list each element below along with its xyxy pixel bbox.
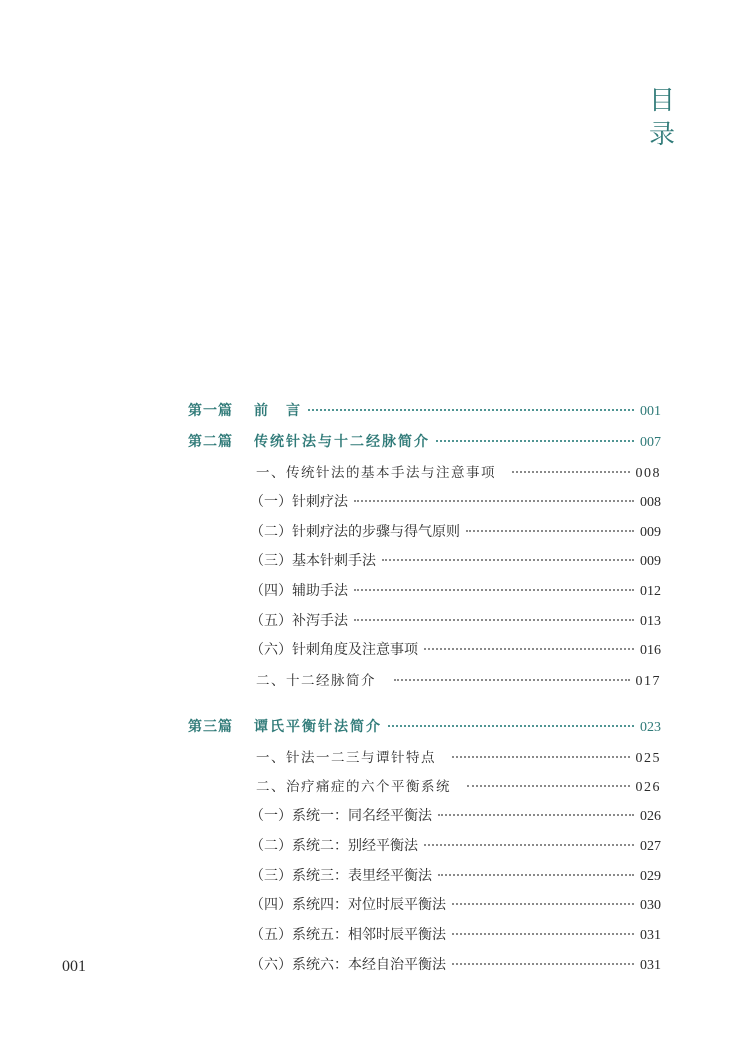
toc-leader-dots bbox=[424, 648, 634, 650]
toc-entry-title: （四）系统四：对位时辰平衡法 bbox=[250, 897, 446, 913]
toc-page-number: 031 bbox=[640, 958, 661, 973]
toc-leader-dots bbox=[438, 874, 634, 876]
toc-entry-title: 前 言 bbox=[254, 403, 302, 419]
toc-subsection-entry[interactable] bbox=[250, 550, 661, 572]
toc-page-number: 023 bbox=[640, 720, 661, 735]
toc-entry-title: （一）系统一：同名经平衡法 bbox=[250, 808, 432, 824]
toc-section-entry[interactable] bbox=[256, 669, 661, 691]
toc-entry-title: （一）针刺疗法 bbox=[250, 494, 348, 510]
toc-page-number: 017 bbox=[635, 674, 661, 689]
page-title bbox=[646, 84, 678, 152]
toc-leader-dots bbox=[308, 409, 634, 411]
toc-leader-dots bbox=[466, 530, 634, 532]
toc-page-number: 012 bbox=[640, 584, 661, 599]
toc-entry-title: 一、传统针法的基本手法与注意事项 bbox=[256, 465, 496, 481]
toc-leader-dots bbox=[467, 785, 630, 787]
toc-subsection-entry[interactable] bbox=[250, 865, 661, 887]
toc-part-entry[interactable] bbox=[188, 400, 661, 422]
toc-page-number: 026 bbox=[640, 809, 661, 824]
toc-subsection-entry[interactable] bbox=[250, 580, 661, 602]
toc-section-entry[interactable] bbox=[256, 775, 661, 797]
toc-page-number: 026 bbox=[635, 780, 661, 795]
toc-page-number: 025 bbox=[635, 751, 661, 766]
toc-entry-title: （二）系统二：别经平衡法 bbox=[250, 838, 418, 854]
toc-entry-title: （三）基本针刺手法 bbox=[250, 553, 376, 569]
toc-leader-dots bbox=[354, 589, 634, 591]
toc-subsection-entry[interactable] bbox=[250, 491, 661, 513]
toc-section-entry[interactable] bbox=[256, 461, 661, 483]
toc-subsection-entry[interactable] bbox=[250, 805, 661, 827]
toc-entry-title: 谭氏平衡针法简介 bbox=[254, 719, 382, 735]
toc-subsection-entry[interactable] bbox=[250, 639, 661, 661]
toc-subsection-entry[interactable] bbox=[250, 835, 661, 857]
toc-entry-title: （六）针刺角度及注意事项 bbox=[250, 642, 418, 658]
toc-subsection-entry[interactable] bbox=[250, 894, 661, 916]
toc-entry-title: （四）辅助手法 bbox=[250, 583, 348, 599]
toc-entry-title: （五）补泻手法 bbox=[250, 613, 348, 629]
toc-page-number: 029 bbox=[640, 869, 661, 884]
toc-part-entry[interactable] bbox=[188, 431, 661, 453]
toc-page-number: 008 bbox=[635, 466, 661, 481]
toc-subsection-entry[interactable] bbox=[250, 610, 661, 632]
toc-entry-title: （二）针刺疗法的步骤与得气原则 bbox=[250, 524, 460, 540]
toc-entry-title: （六）系统六：本经自治平衡法 bbox=[250, 957, 446, 973]
toc-entry-title: 二、治疗痛症的六个平衡系统 bbox=[256, 779, 451, 795]
toc-page-number: 008 bbox=[640, 495, 661, 510]
toc-subsection-entry[interactable] bbox=[250, 954, 661, 976]
toc-part-number: 第三篇 bbox=[188, 719, 233, 735]
toc-entry-title: （五）系统五：相邻时辰平衡法 bbox=[250, 927, 446, 943]
toc-page-number: 009 bbox=[640, 554, 661, 569]
toc-leader-dots bbox=[388, 725, 634, 727]
toc-entry-title: 传统针法与十二经脉简介 bbox=[254, 434, 430, 450]
toc-page-number: 016 bbox=[640, 643, 661, 658]
toc-leader-dots bbox=[424, 844, 634, 846]
toc-page-number: 007 bbox=[640, 435, 661, 450]
page-title-char-1: 目 bbox=[648, 86, 675, 116]
toc-entry-title: （三）系统三：表里经平衡法 bbox=[250, 868, 432, 884]
toc-leader-dots bbox=[382, 559, 634, 561]
toc-subsection-entry[interactable] bbox=[250, 924, 661, 946]
toc-leader-dots bbox=[452, 756, 630, 758]
toc-section-entry[interactable] bbox=[256, 746, 661, 768]
toc-part-number: 第二篇 bbox=[188, 434, 233, 450]
toc-leader-dots bbox=[394, 679, 630, 681]
toc-page-number: 013 bbox=[640, 614, 661, 629]
toc-page-number: 030 bbox=[640, 898, 661, 913]
toc-subsection-entry[interactable] bbox=[250, 521, 661, 543]
toc-part-number: 第一篇 bbox=[188, 403, 233, 419]
toc-part-entry[interactable] bbox=[188, 716, 661, 738]
toc-leader-dots bbox=[436, 440, 634, 442]
toc-page-number: 009 bbox=[640, 525, 661, 540]
toc-entry-title: 二、十二经脉简介 bbox=[256, 673, 376, 689]
toc-leader-dots bbox=[452, 903, 634, 905]
toc-leader-dots bbox=[452, 963, 634, 965]
toc-page-number: 031 bbox=[640, 928, 661, 943]
toc-page-number: 027 bbox=[640, 839, 661, 854]
toc-page-number: 001 bbox=[640, 404, 661, 419]
toc-leader-dots bbox=[438, 814, 634, 816]
toc-entry-title: 一、针法一二三与谭针特点 bbox=[256, 750, 436, 766]
toc-leader-dots bbox=[452, 933, 634, 935]
page-title-char-2: 录 bbox=[648, 120, 675, 150]
toc-leader-dots bbox=[354, 500, 634, 502]
toc-leader-dots bbox=[512, 471, 630, 473]
toc-leader-dots bbox=[354, 619, 634, 621]
page-folio-number: 001 bbox=[62, 958, 86, 975]
